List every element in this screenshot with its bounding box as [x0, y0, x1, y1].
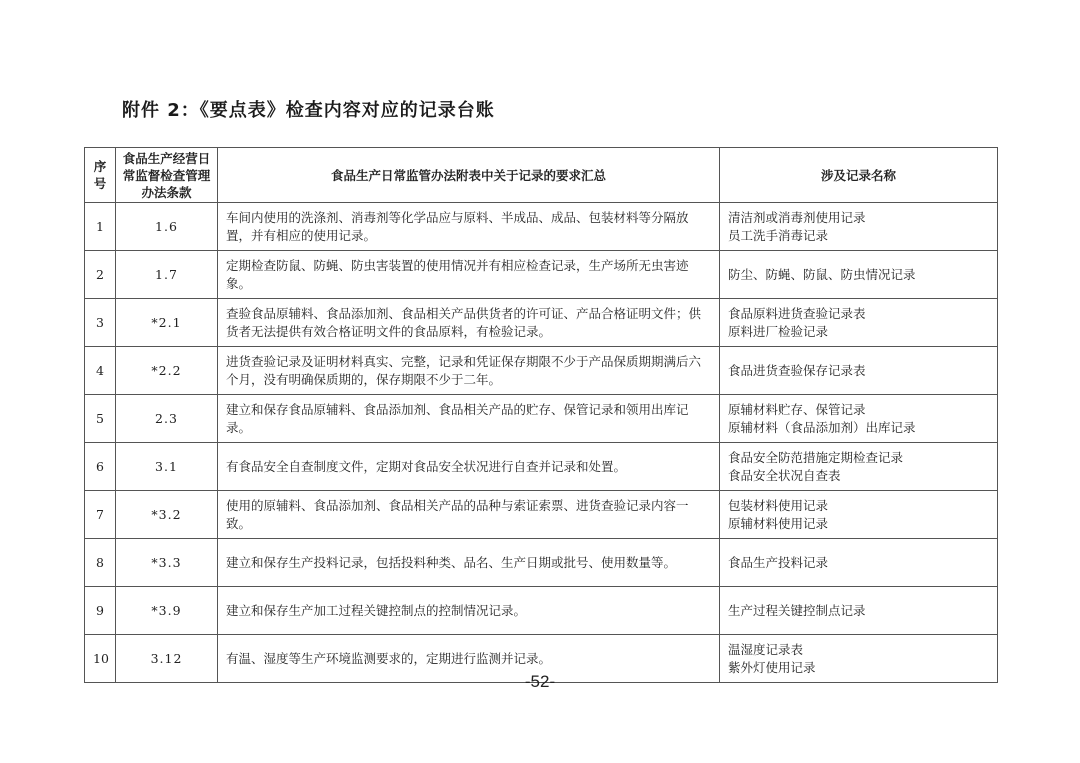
row-clause: 3.1	[116, 443, 218, 491]
row-requirement: 建立和保存食品原辅料、食品添加剂、食品相关产品的贮存、保管记录和领用出库记录。	[218, 395, 720, 443]
header-num: 序号	[85, 148, 116, 203]
row-number: 8	[85, 539, 116, 587]
row-requirement: 有食品安全自查制度文件，定期对食品安全状况进行自查并记录和处置。	[218, 443, 720, 491]
row-clause: *3.2	[116, 491, 218, 539]
row-records	[720, 347, 998, 395]
record-ledger-table	[84, 147, 998, 683]
row-records	[720, 395, 998, 443]
row-requirement: 查验食品原辅料、食品添加剂、食品相关产品供货者的许可证、产品合格证明文件；供货者无法提供有效合格证明文件的食品原料，有检验记录。	[218, 299, 720, 347]
record-name: 员工洗手消毒记录	[728, 227, 829, 243]
record-name: 包装材料使用记录	[728, 497, 829, 513]
table-row	[85, 491, 998, 539]
record-name: 原辅材料使用记录	[728, 515, 829, 531]
row-number: 5	[85, 395, 116, 443]
table-row	[85, 299, 998, 347]
table-row	[85, 347, 998, 395]
record-name: 食品原料进货查验记录表	[728, 305, 866, 321]
row-records	[720, 443, 998, 491]
record-name: 原料进厂检验记录	[728, 323, 829, 339]
page-number: -52-	[524, 672, 556, 691]
table-row	[85, 443, 998, 491]
row-requirement: 建立和保存生产加工过程关键控制点的控制情况记录。	[218, 587, 720, 635]
row-requirement: 有温、湿度等生产环境监测要求的，定期进行监测并记录。	[218, 635, 720, 683]
record-name: 防尘、防蝇、防鼠、防虫情况记录	[728, 266, 916, 282]
table-header-row	[85, 148, 998, 203]
table-row	[85, 587, 998, 635]
header-clause: 食品生产经营日常监督检查管理办法条款	[116, 148, 218, 203]
row-number: 6	[85, 443, 116, 491]
row-records	[720, 587, 998, 635]
row-number: 2	[85, 251, 116, 299]
row-requirement: 进货查验记录及证明材料真实、完整，记录和凭证保存期限不少于产品保质期期满后六个月，没有明确保质期的，保存期限不少于二年。	[218, 347, 720, 395]
row-number: 9	[85, 587, 116, 635]
row-requirement: 使用的原辅料、食品添加剂、食品相关产品的品种与索证索票、进货查验记录内容一致。	[218, 491, 720, 539]
row-requirement: 车间内使用的洗涤剂、消毒剂等化学品应与原料、半成品、成品、包装材料等分隔放置，并有相应的使用记录。	[218, 203, 720, 251]
row-clause: *2.2	[116, 347, 218, 395]
table-row	[85, 251, 998, 299]
table-row	[85, 539, 998, 587]
record-name: 食品生产投料记录	[728, 554, 829, 570]
row-records	[720, 203, 998, 251]
record-name: 食品安全状况自查表	[728, 467, 841, 483]
record-name: 温湿度记录表	[728, 641, 804, 657]
row-number: 7	[85, 491, 116, 539]
header-records: 涉及记录名称	[720, 148, 998, 203]
record-name: 紫外灯使用记录	[728, 659, 816, 675]
record-name: 食品安全防范措施定期检查记录	[728, 449, 904, 465]
row-clause: 3.12	[116, 635, 218, 683]
row-records	[720, 251, 998, 299]
table-row	[85, 203, 998, 251]
row-number: 3	[85, 299, 116, 347]
row-clause: *3.3	[116, 539, 218, 587]
record-name: 食品进货查验保存记录表	[728, 362, 866, 378]
record-name: 原辅材料贮存、保管记录	[728, 401, 866, 417]
table-body	[85, 203, 998, 683]
row-clause: *2.1	[116, 299, 218, 347]
row-requirement: 建立和保存生产投料记录，包括投料种类、品名、生产日期或批号、使用数量等。	[218, 539, 720, 587]
record-name: 生产过程关键控制点记录	[728, 602, 866, 618]
row-records	[720, 491, 998, 539]
row-number: 1	[85, 203, 116, 251]
row-clause: 2.3	[116, 395, 218, 443]
row-clause: 1.6	[116, 203, 218, 251]
row-number: 10	[85, 635, 116, 683]
table-row	[85, 395, 998, 443]
row-number: 4	[85, 347, 116, 395]
document-title: 附件 2：《要点表》检查内容对应的记录台账	[122, 100, 495, 121]
row-clause: 1.7	[116, 251, 218, 299]
row-clause: *3.9	[116, 587, 218, 635]
record-name: 清洁剂或消毒剂使用记录	[728, 209, 866, 225]
header-requirement: 食品生产日常监管办法附表中关于记录的要求汇总	[218, 148, 720, 203]
row-records	[720, 539, 998, 587]
row-records	[720, 299, 998, 347]
row-requirement: 定期检查防鼠、防蝇、防虫害装置的使用情况并有相应检查记录，生产场所无虫害迹象。	[218, 251, 720, 299]
record-name: 原辅材料（食品添加剂）出库记录	[728, 419, 916, 435]
